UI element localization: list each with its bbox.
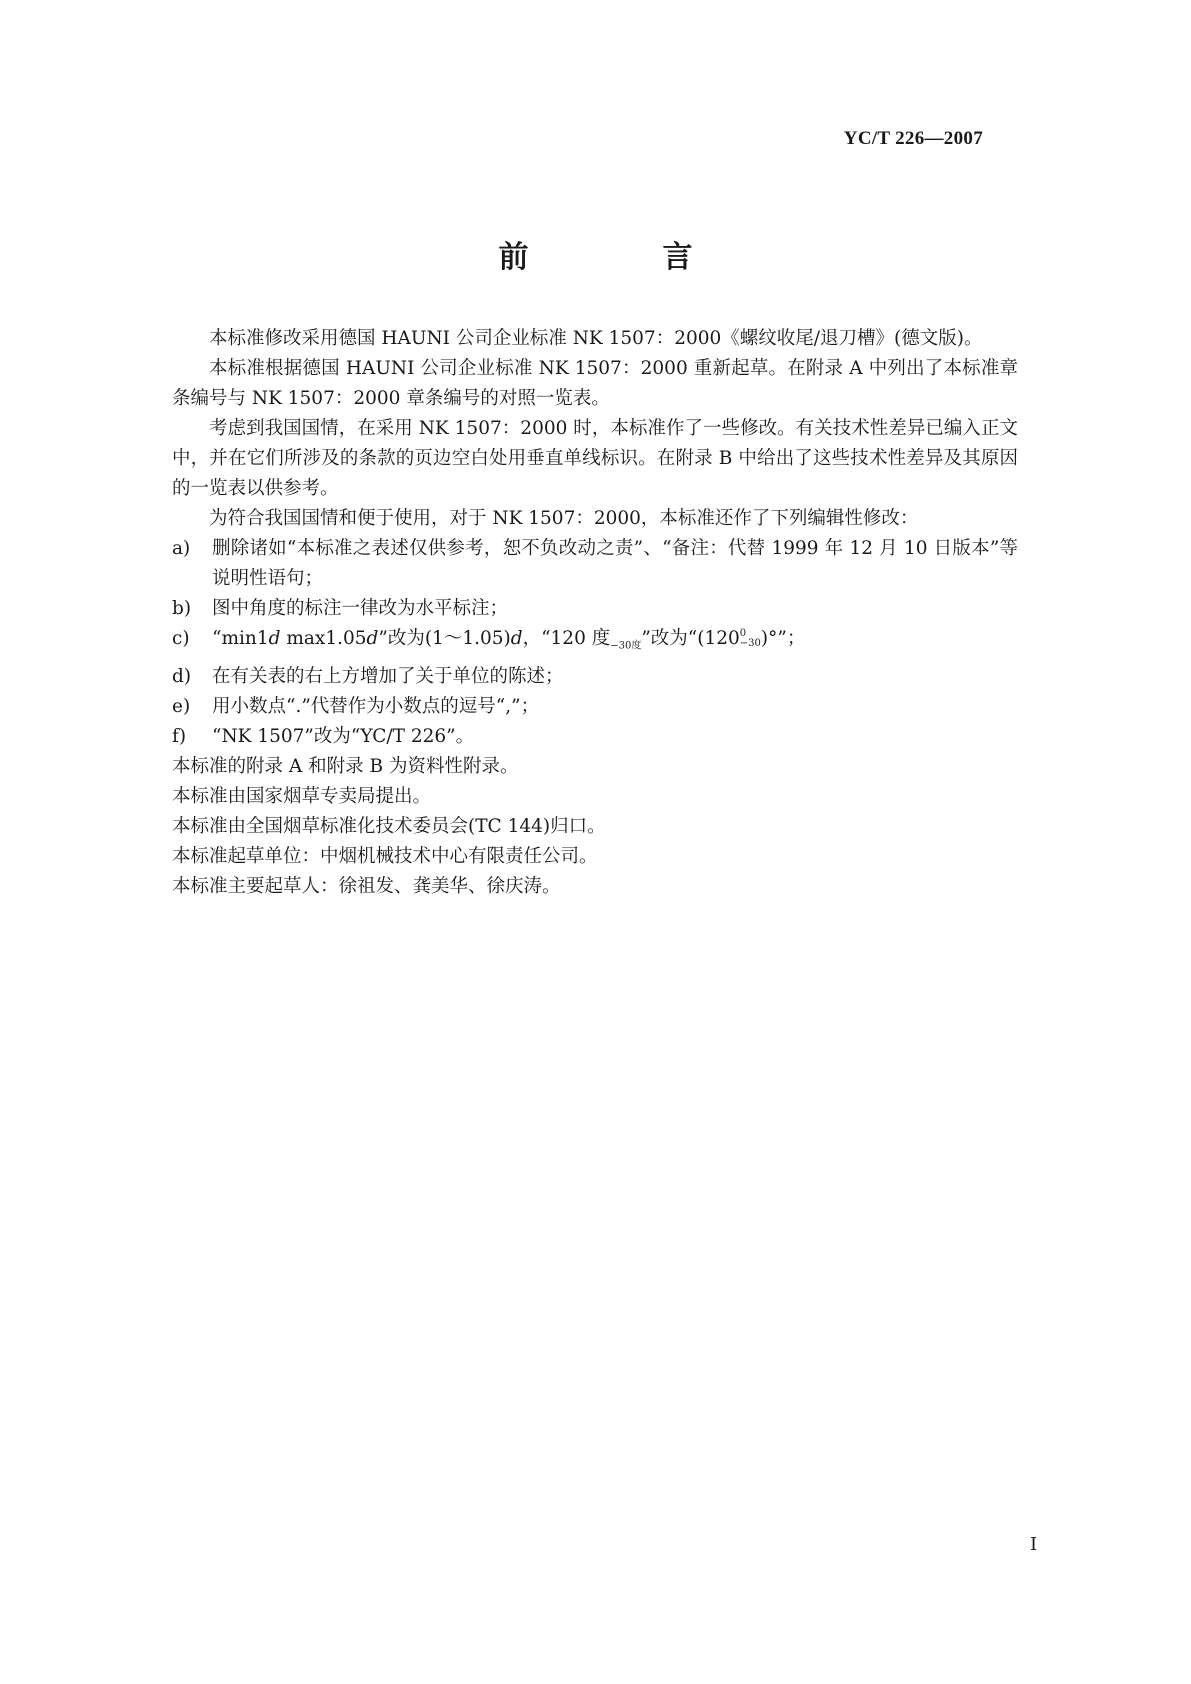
closing-paragraph-1: 本标准的附录 A 和附录 B 为资料性附录。	[172, 755, 519, 777]
text-part: ”改为“(120	[641, 628, 740, 649]
closing-paragraph-2: 本标准由国家烟草专卖局提出。	[172, 785, 432, 807]
closing-paragraph-3: 本标准由全国烟草标准化技术委员会(TC 144)归口。	[172, 815, 606, 837]
closing-paragraph-4: 本标准起草单位：中烟机械技术中心有限责任公司。	[172, 845, 598, 867]
paragraph-1: 本标准修改采用德国 HAUNI 公司企业标准 NK 1507：2000《螺纹收尾/退刀槽》(德文版)。	[209, 328, 983, 349]
standard-code: YC/T 226—2007	[843, 128, 983, 149]
text-subscript: −30	[739, 638, 761, 649]
page-number: I	[1030, 1534, 1038, 1555]
text-part: )°”；	[760, 628, 806, 649]
list-text: 在有关表的右上方增加了关于单位的陈述；	[212, 665, 564, 687]
text-subscript: −30度	[610, 640, 642, 652]
list-marker: e)	[172, 695, 191, 717]
page-title: 前 言	[498, 240, 745, 275]
list-marker: b)	[172, 598, 192, 619]
list-item-e	[172, 692, 1018, 722]
list-item-d	[172, 662, 1018, 692]
text-part-italic: d	[510, 628, 523, 649]
list-text: 图中角度的标注一律改为水平标注；	[212, 598, 509, 619]
foreword-body	[172, 324, 1018, 902]
list-text: “NK 1507”改为“YC/T 226”。	[212, 725, 475, 747]
list-item-c	[172, 624, 1018, 662]
text-part-italic: d	[268, 628, 281, 649]
text-part: ”改为(1～1.05)	[378, 628, 511, 649]
list-text: 删除诸如“本标准之表述仅供参考，恕不负改动之责”、“备注：代替 1999 年 12 月 10 日版本”等说明性语句；	[212, 538, 1018, 589]
list-text: 用小数点“.”代替作为小数点的逗号“,”；	[212, 695, 540, 717]
paragraph-4: 为符合我国国情和便于使用，对于 NK 1507：2000，本标准还作了下列编辑性修改：	[209, 508, 919, 529]
list-item-f	[172, 722, 1018, 752]
paragraph-2: 本标准根据德国 HAUNI 公司企业标准 NK 1507：2000 重新起草。在附录 A 中列出了本标准章条编号与 NK 1507：2000 章条编号的对照一览表。	[172, 358, 1018, 409]
text-part-italic: d	[366, 628, 379, 649]
tolerance-stack	[740, 629, 761, 649]
text-part: “min1	[212, 628, 269, 649]
text-part: max1.05	[280, 628, 367, 649]
list-marker: d)	[172, 665, 192, 687]
list-item-a	[172, 534, 1018, 594]
text-superscript: 0	[739, 628, 747, 639]
list-text	[212, 624, 1018, 662]
text-part: ，“120 度	[522, 628, 611, 649]
closing-paragraph-5: 本标准主要起草人：徐祖发、龚美华、徐庆涛。	[172, 875, 561, 897]
paragraph-3: 考虑到我国国情，在采用 NK 1507：2000 时，本标准作了一些修改。有关技术性差异已编入正文中，并在它们所涉及的条款的页边空白处用垂直单线标识。在附录 B 中给出了这些技术性差异及其原因的一览表以供参考。	[172, 418, 1018, 499]
list-marker: f)	[172, 725, 187, 747]
list-item-b	[172, 594, 1018, 624]
list-marker: a)	[172, 538, 191, 559]
list-marker: c)	[172, 628, 190, 649]
